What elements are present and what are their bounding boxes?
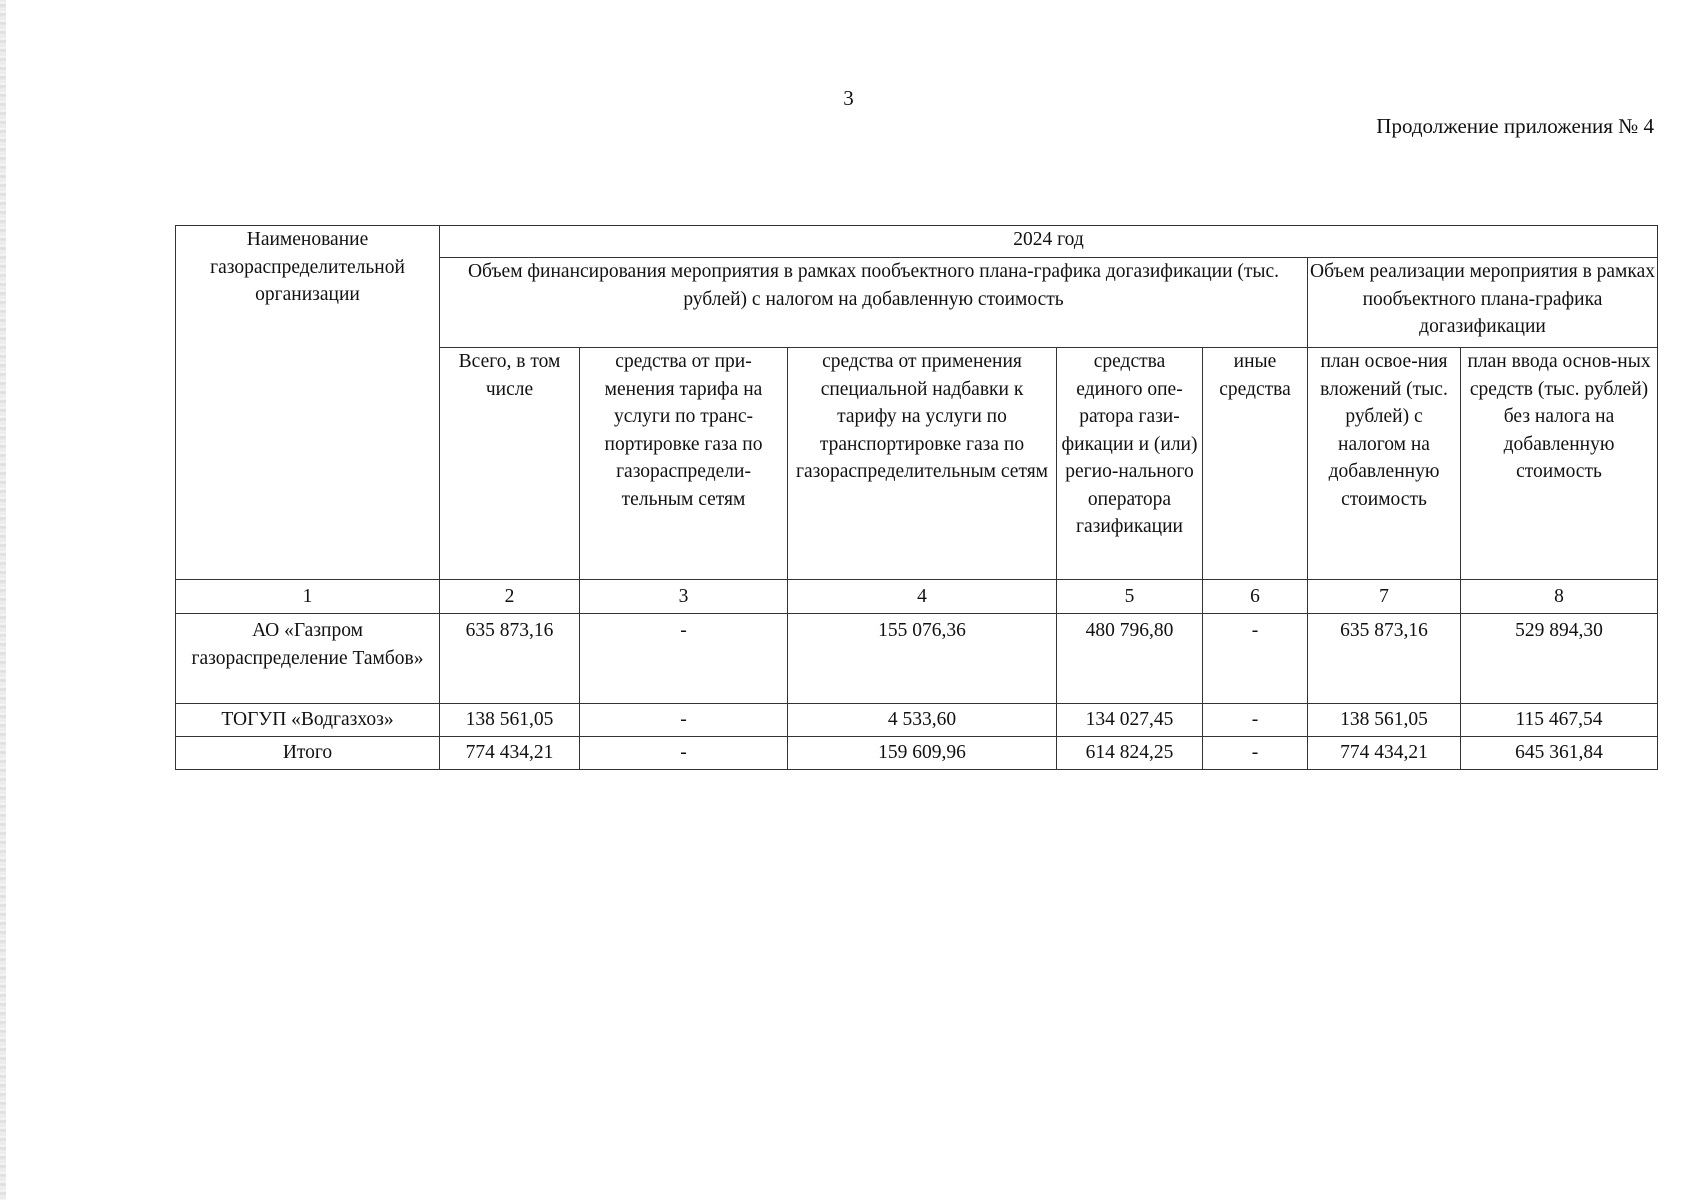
scan-edge: [0, 0, 6, 1200]
table-cell: -: [580, 704, 788, 737]
table-cell: 155 076,36: [788, 614, 1057, 704]
table-cell: 480 796,80: [1057, 614, 1203, 704]
org-name-cell: АО «Газпром газораспределение Тамбов»: [176, 614, 440, 704]
table-cell: -: [1203, 704, 1308, 737]
gasification-table: [175, 225, 1658, 770]
column-number: 2: [440, 580, 580, 614]
header-col-total: Всего, в том числе: [440, 348, 580, 580]
table-row: [176, 704, 1658, 737]
table-cell: 159 609,96: [788, 737, 1057, 770]
header-col-operator-funds: средства единого опе-ратора гази-фикации и (или) регио-нального оператора газификации: [1057, 348, 1203, 580]
table-cell: 645 361,84: [1461, 737, 1658, 770]
header-col-tariff: средства от при-менения тарифа на услуги по транс-портировке газа по газораспредели-тельным сетям: [580, 348, 788, 580]
page-number: 3: [843, 86, 854, 110]
column-number: 1: [176, 580, 440, 614]
column-number: 3: [580, 580, 788, 614]
header-year: 2024 год: [440, 226, 1658, 258]
header-col-other-funds: иные средства: [1203, 348, 1308, 580]
table-cell: 774 434,21: [440, 737, 580, 770]
table-cell: 635 873,16: [1308, 614, 1461, 704]
table-cell: -: [580, 614, 788, 704]
table-cell: 115 467,54: [1461, 704, 1658, 737]
org-name-cell: ТОГУП «Водгазхоз»: [176, 704, 440, 737]
header-group-implementation: Объем реализации мероприятия в рамках пообъектного плана-графика догазификации: [1308, 258, 1658, 348]
table-cell: -: [1203, 737, 1308, 770]
table-cell: -: [1203, 614, 1308, 704]
column-number: 8: [1461, 580, 1658, 614]
header-row-year: [176, 226, 1658, 258]
column-number-row: [176, 580, 1658, 614]
header-col-fixed-assets-plan: план ввода основ-ных средств (тыс. рублей) без налога на добавленную стоимость: [1461, 348, 1658, 580]
table-cell: 134 027,45: [1057, 704, 1203, 737]
column-number: 7: [1308, 580, 1461, 614]
total-row: [176, 737, 1658, 770]
column-number: 6: [1203, 580, 1308, 614]
table-cell: 774 434,21: [1308, 737, 1461, 770]
header-col-special-surcharge: средства от применения специальной надбавки к тарифу на услуги по транспортировке газа по газораспределительным сетям: [788, 348, 1057, 580]
column-number: 5: [1057, 580, 1203, 614]
table-row: [176, 614, 1658, 704]
table-cell: 635 873,16: [440, 614, 580, 704]
table-cell: 614 824,25: [1057, 737, 1203, 770]
appendix-note: Продолжение приложения № 4: [1376, 114, 1654, 138]
table-cell: 138 561,05: [440, 704, 580, 737]
total-label-cell: Итого: [176, 737, 440, 770]
table-cell: 529 894,30: [1461, 614, 1658, 704]
header-org-name: Наименование газораспределительной организации: [176, 226, 440, 580]
header-col-investment-plan: план освое-ния вложений (тыс. рублей) с налогом на добавленную стоимость: [1308, 348, 1461, 580]
table-cell: 4 533,60: [788, 704, 1057, 737]
table-cell: -: [580, 737, 788, 770]
table-cell: 138 561,05: [1308, 704, 1461, 737]
column-number: 4: [788, 580, 1057, 614]
header-group-financing: Объем финансирования мероприятия в рамках пообъектного плана-графика догазификации (тыс. рублей) с налогом на добавленную стоимость: [440, 258, 1308, 348]
